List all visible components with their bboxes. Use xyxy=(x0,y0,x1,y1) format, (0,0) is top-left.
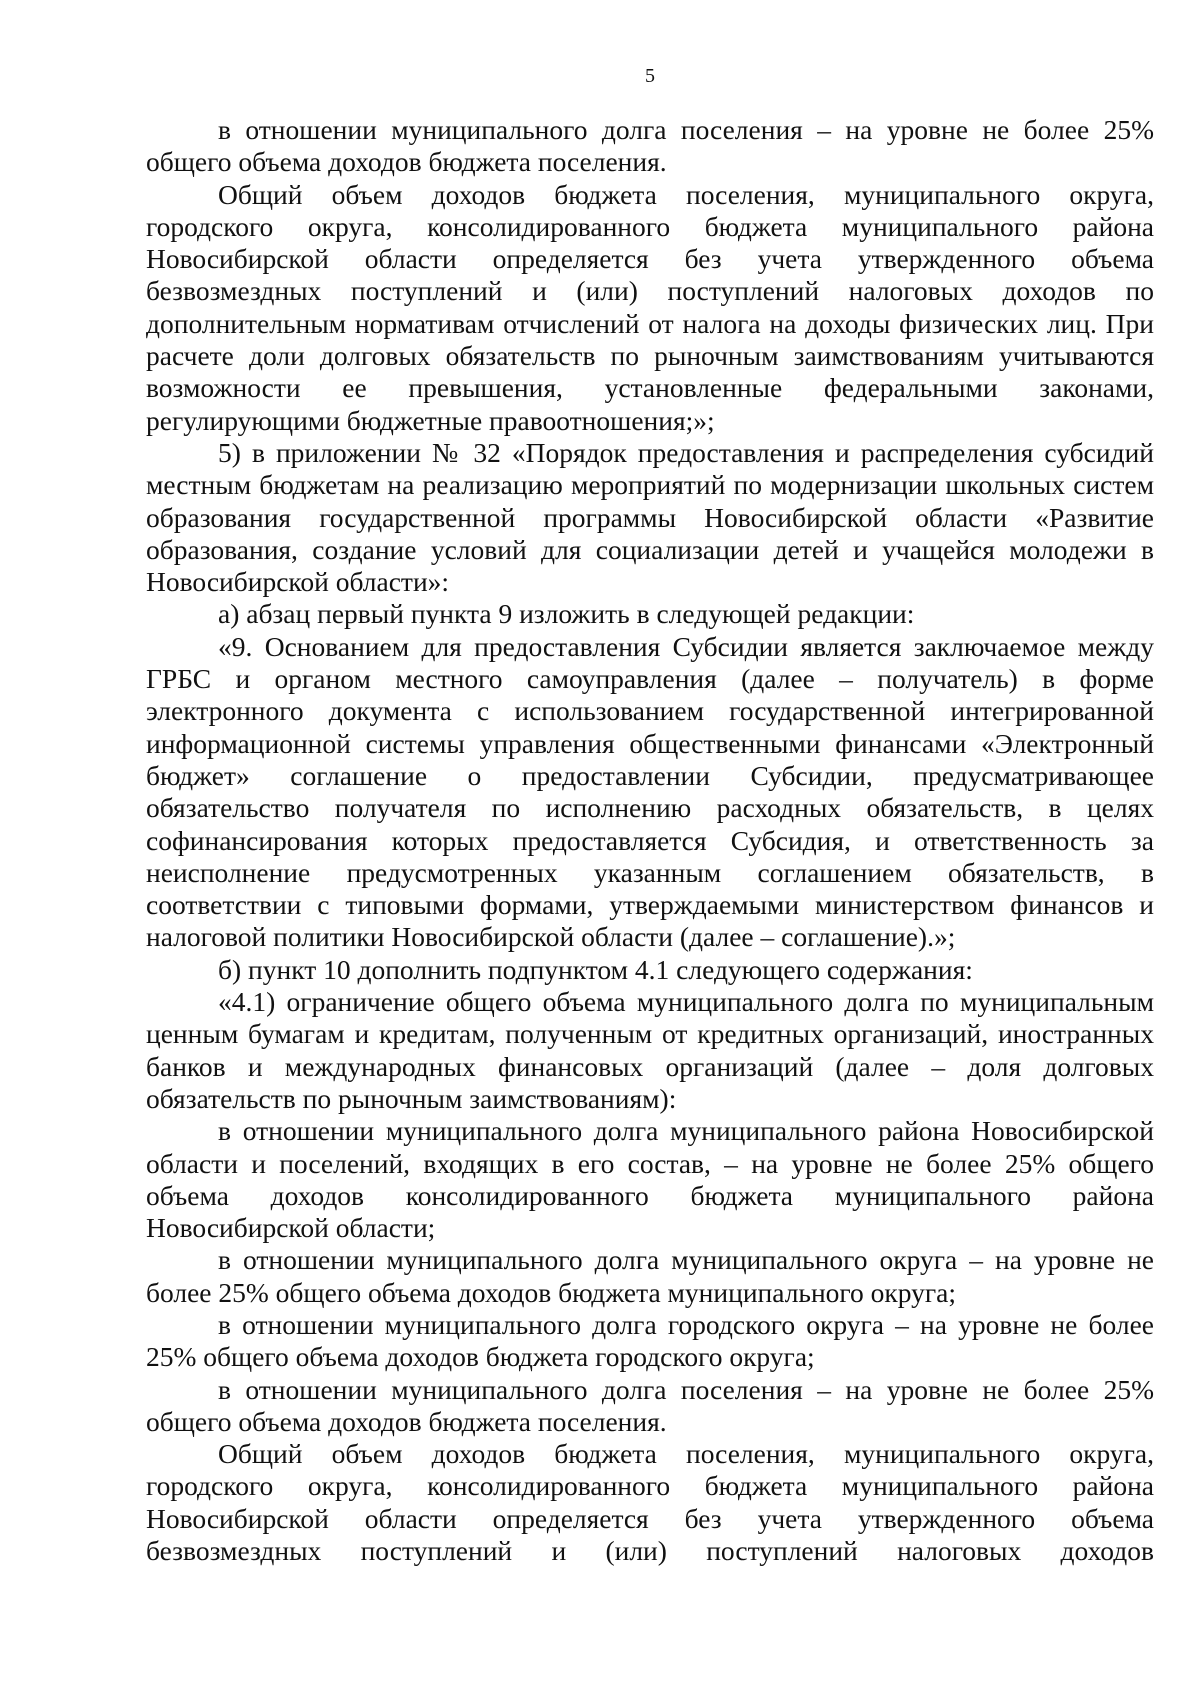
paragraph-point-9: «9. Основанием для предоставления Субсидии является заключаемое между ГРБС и органом местного самоуправления (далее – получатель) в форме электронного документа с использованием государственной интегрированной информационной системы управления общественными финансами «Электронный бюджет» соглашение о предоставлении Субсидии, предусматривающее обязательство получателя по исполнению расходных обязательств, в целях софинансирования которых предоставляется Субсидия, и ответственность за неисполнение предусмотренных указанным соглашением обязательств, в соответствии с типовыми формами, утверждаемыми министерством финансов и налоговой политики Новосибирской области (далее – соглашение).»; xyxy=(146,630,1154,953)
paragraph-settlement-debt-limit: в отношении муниципального долга поселения – на уровне не более 25% общего объема доходов бюджета поселения. xyxy=(146,1373,1154,1437)
paragraph-district-debt-limit: в отношении муниципального долга муниципального района Новосибирской области и поселений, входящих в его состав, – на уровне не более 25% общего объема доходов консолидированного бюджета муниципального района Новосибирской области; xyxy=(146,1115,1154,1244)
paragraph-subpoint-4-1: «4.1) ограничение общего объема муниципального долга по муниципальным ценным бумагам и кредитам, полученным от кредитных организаций, иностранных банков и международных финансовых организаций (далее – доля долговых обязательств по рыночным заимствованиям): xyxy=(146,986,1154,1114)
paragraph-item-a: а) абзац первый пункта 9 изложить в следующей редакции: xyxy=(218,598,915,630)
paragraph-city-okrug-debt-limit: в отношении муниципального долга городского округа – на уровне не более 25% общего объема доходов бюджета городского округа; xyxy=(146,1308,1154,1373)
paragraph-total-income-definition: Общий объем доходов бюджета поселения, муниципального округа, городского округа, консолидированного бюджета муниципального района Новосибирской области определяется без учета утвержденного объема безвозмездных поступлений и (или) поступлений налоговых доходов по дополнительным нормативам отчислений от налога на доходы физических лиц. При расчете доли долговых обязательств по рыночным заимствованиям учитываются возможности ее превышения, установленные федеральными законами, регулирующими бюджетные правоотношения;»; xyxy=(146,178,1154,436)
paragraph-item-b: б) пункт 10 дополнить подпунктом 4.1 следующего содержания: xyxy=(218,953,973,985)
page-number: 5 xyxy=(645,65,655,87)
paragraph-total-income-definition-continued: Общий объем доходов бюджета поселения, муниципального округа, городского округа, консолидированного бюджета муниципального района Новосибирской области определяется без учета утвержденного объема безвозмездных поступлений и (или) поступлений налоговых доходов xyxy=(146,1438,1154,1567)
paragraph-municipal-okrug-debt-limit: в отношении муниципального долга муниципального округа – на уровне не более 25% общего объема доходов бюджета муниципального округа; xyxy=(146,1244,1154,1308)
document-body xyxy=(146,114,1154,1567)
paragraph-appendix-32: 5) в приложении № 32 «Порядок предоставления и распределения субсидий местным бюджетам на реализацию мероприятий по модернизации школьных систем образования государственной программы Новосибирской области «Развитие образования, создание условий для социализации детей и учащейся молодежи в Новосибирской области»: xyxy=(146,436,1154,598)
paragraph-debt-settlement-limit: в отношении муниципального долга поселения – на уровне не более 25% общего объема доходов бюджета поселения. xyxy=(146,114,1154,178)
